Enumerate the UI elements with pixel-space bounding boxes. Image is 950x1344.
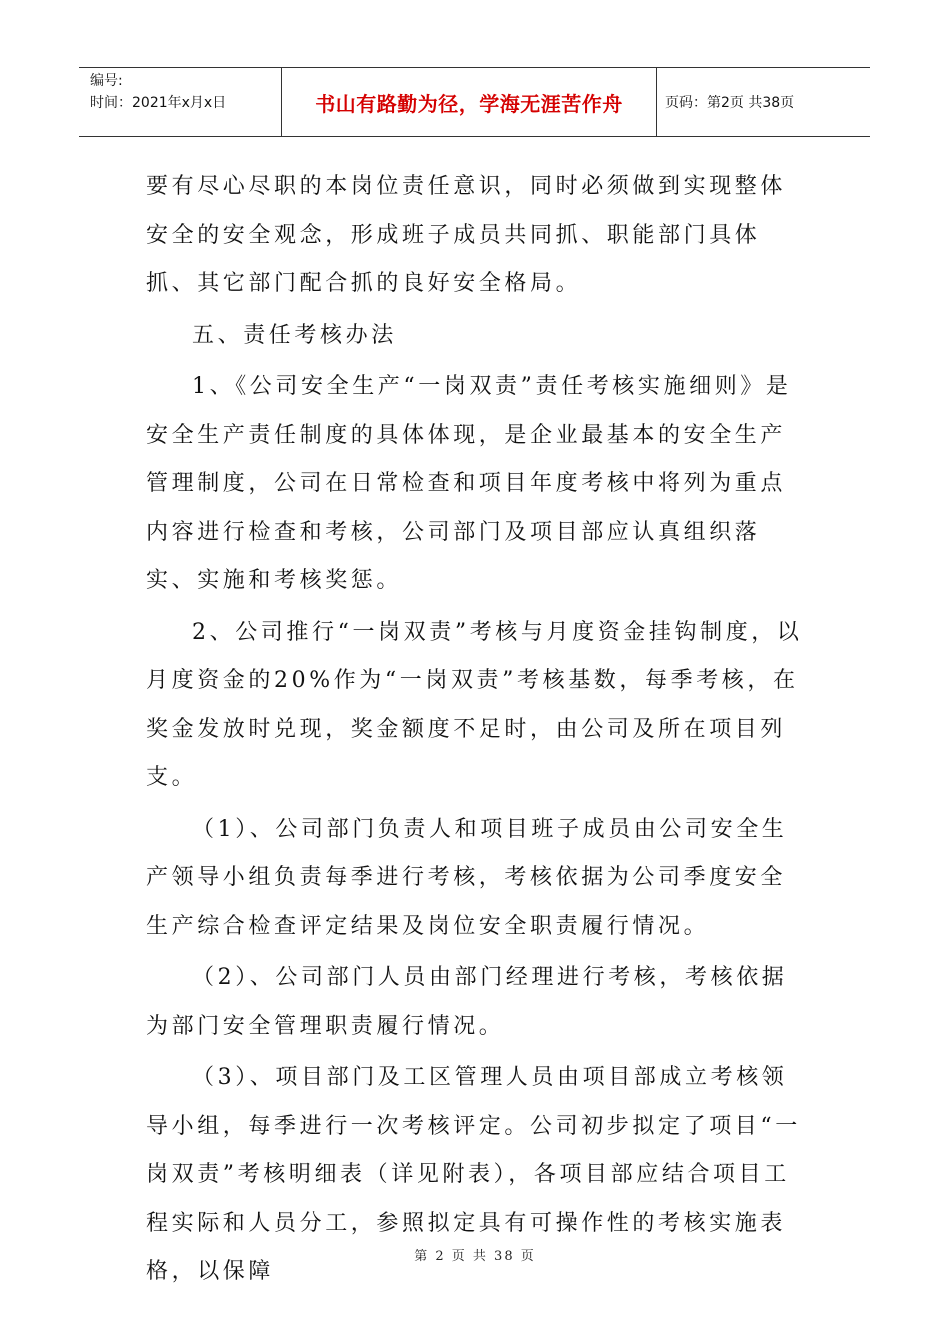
header-motto: 书山有路勤为径，学海无涯苦作舟: [281, 68, 657, 136]
page-header: [79, 67, 870, 137]
document-time: 时间：2021年x月x日: [90, 95, 227, 111]
section-heading: 五、责任考核办法: [192, 322, 397, 348]
header-meta: [79, 68, 281, 136]
document-number-label: 编号:: [90, 73, 123, 89]
item-2: 2、公司推行“一岗双责”考核与月度资金挂钩制度，以月度资金的20%作为“一岗双责”考核基数，每季考核，在奖金发放时兑现，奖金额度不足时，由公司及所在项目列支。: [146, 619, 803, 790]
intro-continuation: 要有尽心尽职的本岗位责任意识，同时必须做到实现整体安全的安全观念，形成班子成员共同抓、职能部门具体抓、其它部门配合抓的良好安全格局。: [146, 174, 787, 296]
page-footer: 第 2 页 共 38 页: [414, 1249, 536, 1264]
header-page-info: 页码：第2页 共38页: [665, 95, 795, 111]
document-body: [146, 163, 808, 1297]
sub-item-3: （3）、项目部门及工区管理人员由项目部成立考核领导小组，每季进行一次考核评定。公司初步拟定了项目“一岗双责”考核明细表（详见附表），各项目部应结合项目工程实际和人员分工，参照拟定具有可操作性的考核实施表格，以保障: [146, 1065, 801, 1284]
sub-item-1: （1）、公司部门负责人和项目班子成员由公司安全生产领导小组负责每季进行考核，考核依据为公司季度安全生产综合检查评定结果及岗位安全职责履行情况。: [146, 816, 788, 939]
sub-item-2: （2）、公司部门人员由部门经理进行考核，考核依据为部门安全管理职责履行情况。: [146, 965, 788, 1039]
item-1: 1、《公司安全生产“一岗双责”责任考核实施细则》是安全生产责任制度的具体体现，是企业最基本的安全生产管理制度，公司在日常检查和项目年度考核中将列为重点内容进行检查和考核，公司部门及项目部应认真组织落实、实施和考核奖惩。: [146, 374, 792, 593]
